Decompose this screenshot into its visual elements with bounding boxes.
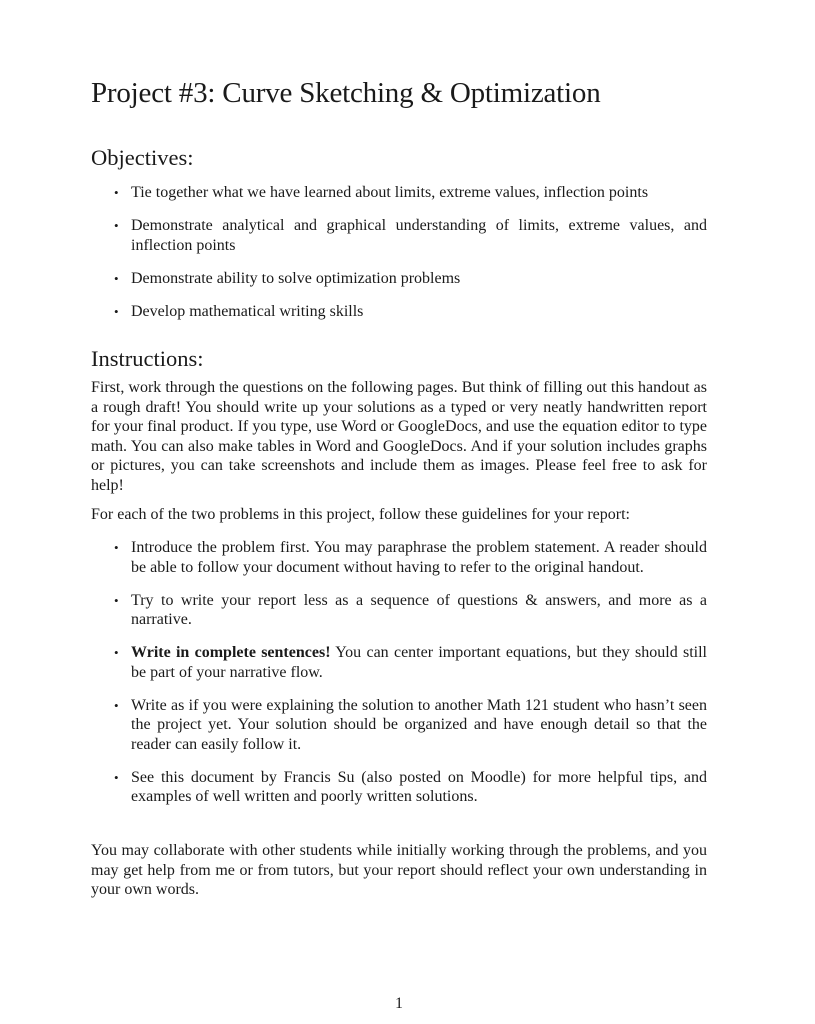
objectives-list <box>91 183 707 335</box>
objective-text: Demonstrate analytical and graphical understanding of limits, extreme values, and inflection points <box>131 217 707 254</box>
list-item <box>91 538 707 577</box>
bullet-icon: • <box>114 645 119 660</box>
guideline-emphasis: Write in complete sentences! <box>131 644 331 661</box>
guideline-text: Try to write your report less as a sequence of questions & answers, and more as a narrative. <box>131 591 707 628</box>
guidelines-list <box>91 538 707 820</box>
guideline-text: You can center important equations, but they should still be part of your narrative flow. <box>131 644 708 681</box>
objective-text: Tie together what we have learned about limits, extreme values, inflection points <box>131 184 649 201</box>
guidelines-intro-paragraph: For each of the two problems in this project, follow these guidelines for your report: <box>91 506 630 523</box>
list-item <box>91 183 707 203</box>
list-item <box>91 643 707 682</box>
bullet-icon: • <box>114 697 119 713</box>
list-item <box>91 302 707 322</box>
bullet-icon: • <box>114 540 119 555</box>
instructions-intro-paragraph: First, work through the questions on the following pages. But think of filling out this handout as a rough draft! You should write up your solutions as a typed or very neatly handwritten report for your final product. If you type, use Word or GoogleDocs, and use the equation editor to type math. You can also make tables in Word and GoogleDocs. And if your solution includes graphs or pictures, you can take screenshots and include them as images. Please feel free to ask for help! <box>91 379 707 494</box>
list-item <box>91 591 707 630</box>
bullet-icon: • <box>114 303 119 319</box>
list-item <box>91 216 707 255</box>
bullet-icon: • <box>114 769 119 785</box>
page-number: 1 <box>395 995 403 1012</box>
francis-su-document-link[interactable]: this document <box>160 768 254 786</box>
guideline-text: Write as if you were explaining the solution to another Math 121 student who hasn’t seen the project yet. Your solution should be organized and have enough detail so that the reader can easily follow it. <box>131 696 707 753</box>
bullet-icon: • <box>114 270 119 286</box>
objectives-heading: Objectives: <box>91 145 194 170</box>
list-item <box>91 696 707 755</box>
instructions-heading: Instructions: <box>91 346 204 371</box>
guideline-text: Introduce the problem first. You may paraphrase the problem statement. A reader should be able to follow your document without having to refer to the original handout. <box>131 539 707 576</box>
bullet-icon: • <box>114 218 119 234</box>
objective-text: Develop mathematical writing skills <box>131 302 364 320</box>
collaboration-paragraph: You may collaborate with other students while initially working through the problems, and you may get help from me or from tutors, but your report should reflect your own understanding in your own words. <box>91 842 707 899</box>
objective-text: Demonstrate ability to solve optimization problems <box>131 269 461 287</box>
page-title: Project #3: Curve Sketching & Optimization <box>91 77 601 109</box>
list-item <box>91 768 707 807</box>
bullet-icon: • <box>114 592 119 608</box>
guideline-text-prefix: See <box>131 768 161 786</box>
list-item <box>91 269 707 289</box>
guideline-text: by Francis Su (also posted on Moodle) for more helpful tips, and examples of well written and poorly written solutions. <box>131 768 707 805</box>
bullet-icon: • <box>114 185 119 200</box>
